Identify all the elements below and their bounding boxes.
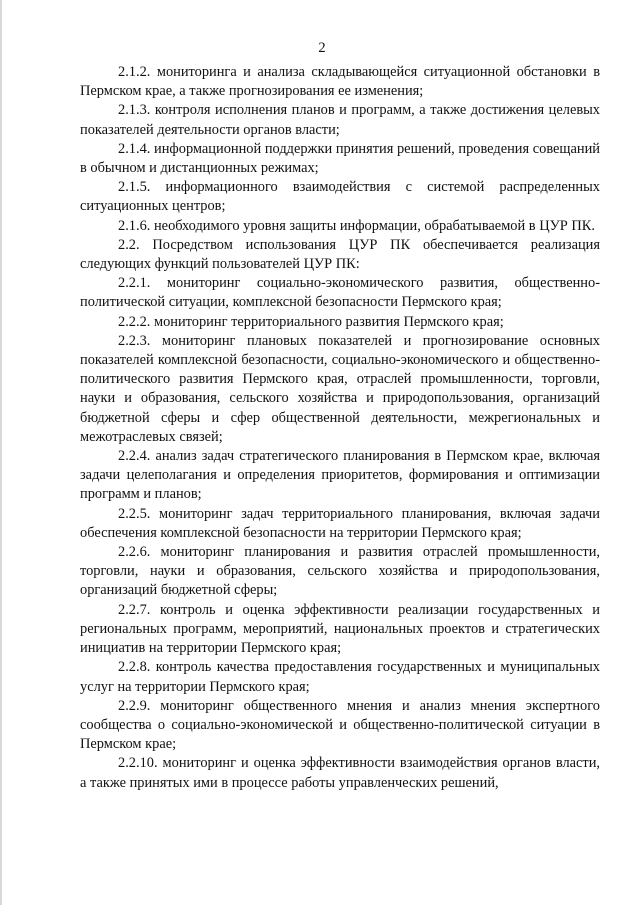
paragraph-2-2-8: 2.2.8. контроль качества предоставления государственных и муниципальных услуг на территории Пермского края; xyxy=(80,659,600,695)
page-number: 2 xyxy=(318,40,326,56)
paragraph-2-2-9: 2.2.9. мониторинг общественного мнения и анализ мнения экспертного сообщества о социально-экономической и общественно-политической ситуации в Пермском крае; xyxy=(80,697,600,753)
paragraph-2-2: 2.2. Посредством использования ЦУР ПК обеспечивается реализация следующих функций пользователей ЦУР ПК: xyxy=(80,236,600,273)
paragraph-2-2-2: 2.2.2. мониторинг территориального развития Пермского края; xyxy=(118,313,504,330)
paragraph-2-2-6: 2.2.6. мониторинг планирования и развития отраслей промышленности, торговли, науки и образования, сельского хозяйства и природопользования, организаций бюджетной сферы; xyxy=(80,544,600,599)
paragraph-2-1-4: 2.1.4. информационной поддержки принятия решений, проведения совещаний в обычном и дистанционных режимах; xyxy=(80,140,600,177)
paragraph-2-2-5: 2.2.5. мониторинг задач территориального планирования, включая задачи обеспечения комплексной безопасности на территории Пермского края; xyxy=(80,505,600,541)
paragraph-2-2-1: 2.2.1. мониторинг социально-экономического развития, общественно-политической ситуации, комплексной безопасности Пермского края; xyxy=(80,275,600,311)
paragraph-2-1-2: 2.1.2. мониторинга и анализа складывающейся ситуационной обстановки в Пермском крае, а также прогнозирования ее изменения; xyxy=(80,64,600,100)
paragraph-2-2-4: 2.2.4. анализ задач стратегического планирования в Пермском крае, включая задачи целеполагания и определения приоритетов, формирования и оптимизации программ и планов; xyxy=(80,448,600,503)
paragraph-2-1-5: 2.1.5. информационного взаимодействия с системой распределенных ситуационных центров; xyxy=(80,179,600,215)
paragraph-2-1-6: 2.1.6. необходимого уровня защиты информации, обрабатываемой в ЦУР ПК. xyxy=(118,217,595,234)
paragraph-2-1-3: 2.1.3. контроля исполнения планов и программ, а также достижения целевых показателей деятельности органов власти; xyxy=(80,102,600,138)
document-body xyxy=(80,63,600,793)
paragraph-2-2-7: 2.2.7. контроль и оценка эффективности реализации государственных и региональных программ, мероприятий, национальных проектов и стратегических инициатив на территории Пермского края; xyxy=(80,601,600,657)
paragraph-2-2-10: 2.2.10. мониторинг и оценка эффективности взаимодействия органов власти, а также принятых ими в процессе работы управленческих решений, xyxy=(80,755,600,791)
paragraph-2-2-3: 2.2.3. мониторинг плановых показателей и прогнозирование основных показателей комплексной безопасности, социально-экономического и общественно-политического развития Пермского края, отраслей промышленности, торговли, науки и образования, сельского хозяйства и природопользования, организаций бюджетной сферы и сфер общественной деятельности, межрегиональных и межотраслевых связей; xyxy=(80,332,600,445)
